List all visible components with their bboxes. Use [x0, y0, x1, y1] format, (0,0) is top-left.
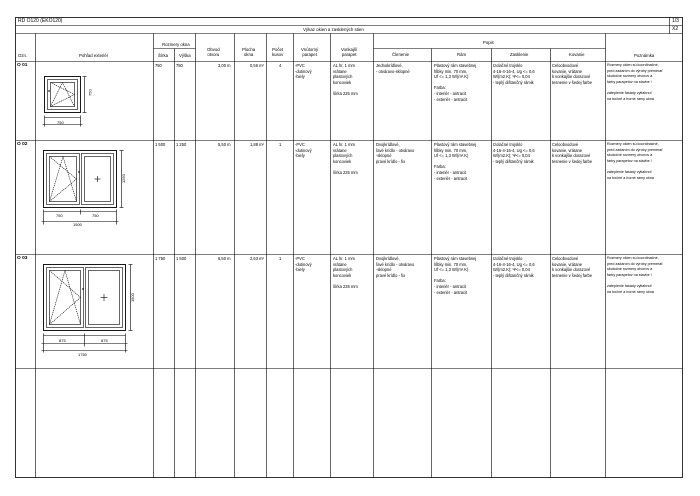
page-number: 1/3	[672, 18, 679, 24]
col-vnutorny: Vnútorný parapet	[301, 47, 319, 58]
o03-dim-height: 1500	[129, 293, 135, 303]
row-2-kovanie: Celoobvodové kovanie, vrátane k vonkajšie dorazové tesnenie v šedej farbe	[552, 142, 593, 164]
row-3-vyska: 1 500	[176, 256, 187, 261]
row-2-plocha: 1,88 m²	[250, 142, 264, 147]
row-3-clenenie: Dvojkrídlové, ľavé krídlo - otváravo -sklopné pravé krídlo - fix	[376, 256, 415, 278]
row-1-poznamka: Rozmery okien sú koordinačné, pred zadaním do výroby premerať skutočné rozmery otvorov a farby parapetov na stavbe ! zateplenie fasády vytiahnuť na bočné a horné rámy okna	[607, 63, 663, 101]
o03-dim-right: 875	[101, 338, 108, 343]
row-1-ram: Plastový rám stavebnej hĺbky min. 70 mm, Uf <= 1,3 W/(m².K) Farba: - interiér - antracit - exteriér - antracit	[434, 63, 477, 102]
col-poznamka: Poznámka	[634, 53, 655, 58]
o03-dim-width: 1750	[78, 352, 87, 357]
col-ram: Rám	[457, 52, 467, 57]
row-1-sirka: 750	[155, 63, 162, 68]
row-3-vonkajsi: AL hr. 1 mm vrátane plastových koncoviek šírka 225 mm	[333, 256, 358, 289]
col-kovanie: Kovanie	[569, 52, 585, 57]
row-2-obvod: 5,50 m	[218, 142, 231, 147]
row-3-vnutorny: -PVC -dutinový -biely	[295, 256, 312, 273]
row-1-vyska: 750	[176, 63, 183, 68]
row-2-clenenie: Dvojkrídlové, ľavé krídlo - otváravo -sklopné pravé krídlo - fix	[376, 142, 415, 164]
project-code: RD O120 (EKO120)	[18, 18, 63, 24]
row-3-poznamka: Rozmery okien sú koordinačné, pred zadaním do výroby premerať skutočné rozmery otvorov a farby parapetov na stavbe ! zateplenie fasády vytiahnuť na bočné a horné rámy okna	[607, 256, 663, 294]
row-3-ram: Plastový rám stavebnej hĺbky min. 70 mm, Uf <= 1,3 W/(m².K) Farba: - interiér - antracit - exteriér - antracit	[434, 256, 477, 295]
row-3-kovanie: Celoobvodové kovanie, vrátane k vonkajšie dorazové tesnenie v šedej farbe	[552, 256, 593, 278]
row-2-poznamka: Rozmery okien sú koordinačné, pred zadaním do výroby premerať skutočné rozmery otvorov a farby parapetov na stavbe ! zateplenie fasády vytiahnuť na bočné a horné rámy okna	[607, 142, 663, 180]
row-3-pocet: 1	[279, 256, 282, 261]
col-plocha: Plocha okna	[242, 47, 256, 58]
row-2-ram: Plastový rám stavebnej hĺbky min. 70 mm, Uf <= 1,3 W/(m².K) Farba: - interiér - antracit - exteriér - antracit	[434, 142, 477, 181]
sheet-subtitle: Výkaz okien a zasklených stien	[303, 27, 364, 32]
o02-dim-width: 1500	[73, 222, 82, 227]
col-vyska: Výška	[179, 53, 191, 58]
col-popis: Popis	[483, 40, 494, 45]
col-pocet: Počet kusov	[272, 47, 284, 58]
col-zasklenie: Zasklenie	[510, 52, 529, 57]
col-rozmery: Rozmery okna	[162, 42, 190, 47]
row-3-id: O 03	[17, 256, 28, 261]
row-1-id: O 01	[17, 63, 28, 68]
col-vonkajsi: Vonkajší parapet	[341, 47, 358, 58]
row-1-pocet: 4	[279, 63, 282, 68]
row-1-clenenie: Jednokrídlové, - otváravo-sklopné	[376, 63, 410, 74]
o03-dim-left: 875	[59, 338, 66, 343]
row-2-zasklenie: Izolačné trojsklo 4-16-4-16-4, Ug <= 0,6 W/(m2.K); Ψ<= 0,04 - teplý dištančný rámik	[493, 142, 535, 164]
col-clenenie: Členenie	[392, 52, 409, 57]
row-1-plocha: 0,56 m²	[250, 63, 264, 68]
row-3-zasklenie: Izolačné trojsklo 4-16-4-16-4, Ug <= 0,6 W/(m2.K); Ψ<= 0,04 - teplý dištančný rámik	[493, 256, 535, 278]
row-1-vnutorny: -PVC -dutinový -biely	[295, 63, 312, 80]
row-1-obvod: 3,00 m	[218, 63, 231, 68]
row-2-vnutorny: -PVC -dutinový -biely	[295, 142, 312, 159]
o02-dim-left: 750	[56, 213, 63, 218]
o02-dim-height: 1250	[120, 174, 126, 184]
o01-dim-height: 750	[87, 89, 93, 96]
row-2-vonkajsi: AL hr. 1 mm vrátane plastových koncoviek šírka 225 mm	[333, 142, 358, 175]
row-2-id: O 02	[17, 142, 28, 147]
row-2-vyska: 1 250	[176, 142, 187, 147]
o01-dim-width: 750	[57, 120, 64, 125]
row-1-kovanie: Celoobvodové kovanie, vrátane k vonkajšie dorazové tesnenie v šedej farbe	[552, 63, 593, 85]
row-3-obvod: 6,50 m	[218, 256, 231, 261]
row-1-vonkajsi: AL hr. 1 mm vrátane plastových koncoviek šírka 225 mm	[333, 63, 358, 96]
col-obvod: Obvod otvoru	[207, 47, 220, 58]
row-2-pocet: 1	[279, 142, 282, 147]
row-2-sirka: 1 500	[155, 142, 166, 147]
row-3-plocha: 2,63 m²	[250, 256, 264, 261]
o02-dim-right: 750	[92, 213, 99, 218]
row-1-zasklenie: Izolačné trojsklo 4-16-4-16-4, Ug <= 0,6 W/(m2.K); Ψ<= 0,04 - teplý dištančný rámik	[493, 63, 535, 85]
col-oznacenie: Ozn.	[18, 53, 28, 58]
row-3-sirka: 1 750	[155, 256, 166, 261]
col-pohlad: Pohľad exteriér	[79, 53, 109, 58]
col-sirka: Šírka	[158, 53, 169, 58]
sheet-code: X2	[672, 26, 679, 32]
